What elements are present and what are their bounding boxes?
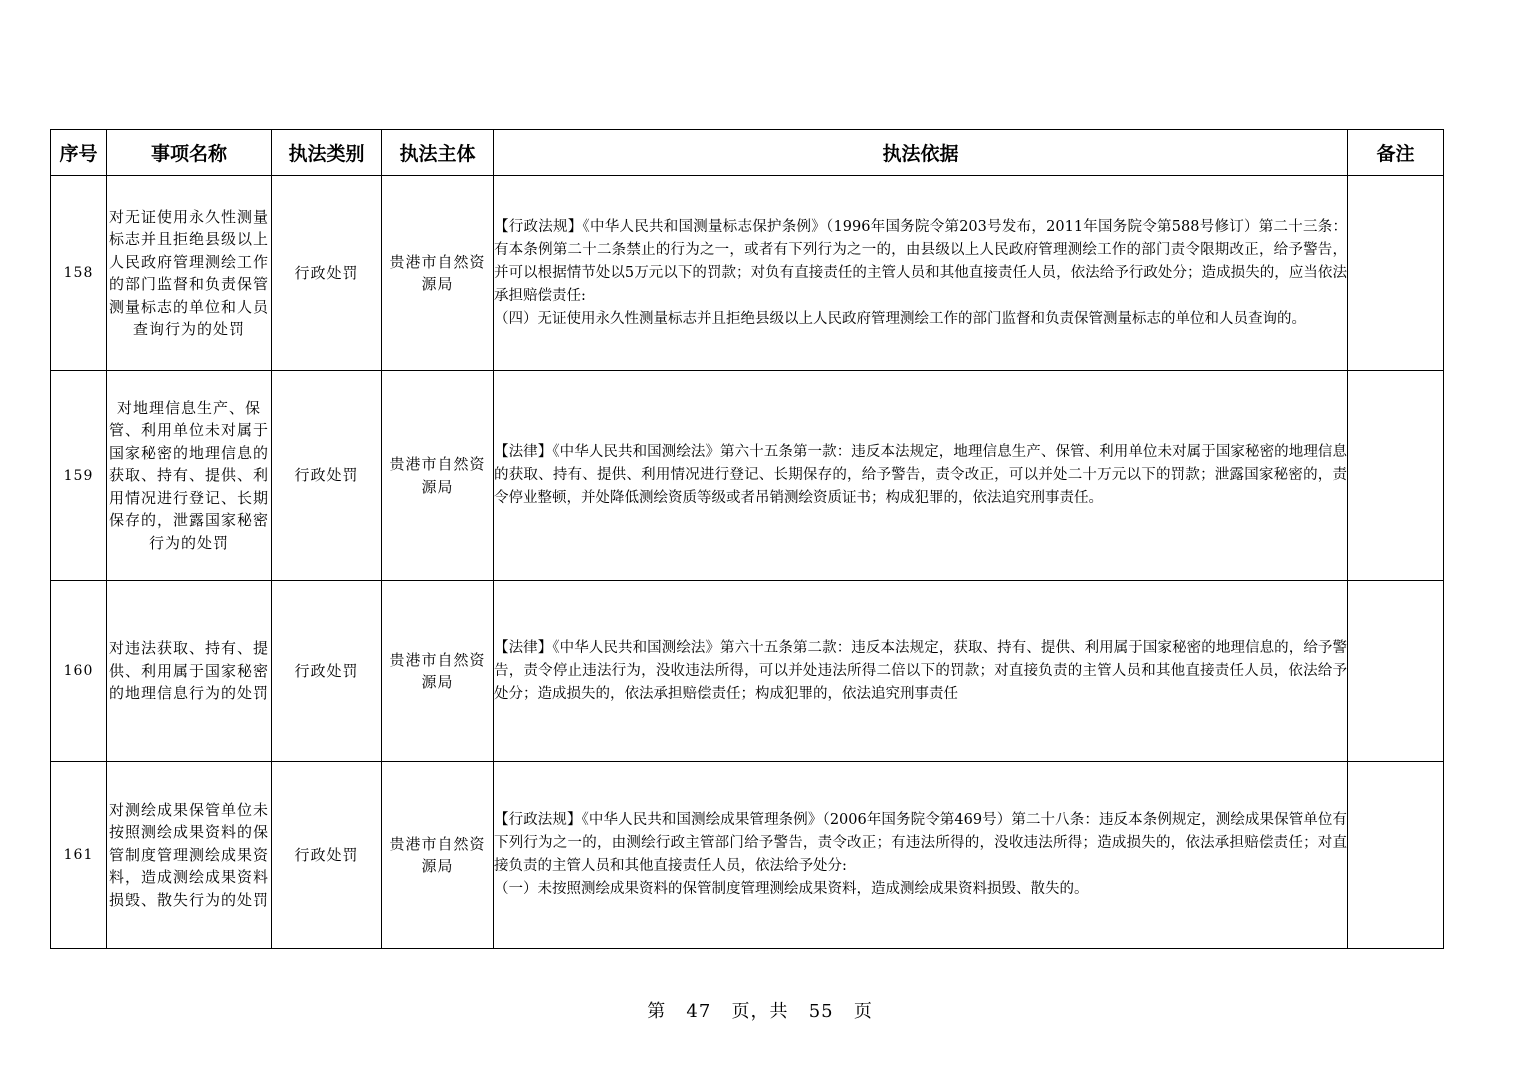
remarks-cell [1348, 371, 1444, 581]
footer-prefix: 第 [647, 1001, 667, 1022]
legal-basis-paragraph: 【行政法规】《中华人民共和国测绘成果管理条例》（2006年国务院令第469号）第二十八条：违反本条例规定，测绘成果保管单位有下列行为之一的，由测绘行政主管部门给予警告，责令改正；有违法所得的，没收违法所得；造成损失的，依法承担赔偿责任；对直接负责的主管人员和其他直接责任人员，依法给予处分: [494, 812, 1347, 874]
legal-basis-cell [494, 762, 1348, 949]
footer-suffix: 页 [853, 1001, 873, 1022]
enforcement-category-cell: 行政处罚 [272, 176, 382, 371]
legal-basis-cell [494, 581, 1348, 762]
item-name-cell: 对违法获取、持有、提供、利用属于国家秘密的地理信息行为的处罚 [107, 581, 272, 762]
legal-basis-paragraph: 【行政法规】《中华人民共和国测量标志保护条例》（1996年国务院令第203号发布，2011年国务院令第588号修订）第二十三条：有本条例第二十二条禁止的行为之一，或者有下列行为之一的，由县级以上人民政府管理测绘工作的部门责令限期改正，给予警告，并可以根据情节处以5万元以下的罚款；对负有直接责任的主管人员和其他直接责任人员，依法给予行政处分；造成损失的，应当依法承担赔偿责任: [494, 218, 1347, 304]
legal-basis-paragraph: 【法律】《中华人民共和国测绘法》第六十五条第一款：违反本法规定，地理信息生产、保管、利用单位未对属于国家秘密的地理信息的获取、持有、提供、利用情况进行登记、长期保存的，给予警告，责令改正，可以并处二十万元以下的罚款；泄露国家秘密的，责令停业整顿，并处降低测绘资质等级或者吊销测绘资质证书；构成犯罪的，依法追究刑事责任。 [494, 444, 1347, 506]
table-row [51, 762, 1444, 949]
header-enforcement-category: 执法类别 [272, 130, 382, 176]
header-item-name: 事项名称 [107, 130, 272, 176]
legal-basis-cell [494, 176, 1348, 371]
enforcement-body-cell: 贵港市自然资源局 [382, 176, 494, 371]
header-legal-basis: 执法依据 [494, 130, 1348, 176]
enforcement-category-cell: 行政处罚 [272, 581, 382, 762]
enforcement-body-cell: 贵港市自然资源局 [382, 371, 494, 581]
current-page-number: 47 [686, 1001, 712, 1022]
enforcement-body-cell: 贵港市自然资源局 [382, 581, 494, 762]
header-serial-number: 序号 [51, 130, 107, 176]
legal-basis-paragraph: 【法律】《中华人民共和国测绘法》第六十五条第二款：违反本法规定，获取、持有、提供、利用属于国家秘密的地理信息的，给予警告，责令停止违法行为，没收违法所得，可以并处违法所得二倍以下的罚款；对直接负责的主管人员和其他直接责任人员，依法给予处分；造成损失的，依法承担赔偿责任；构成犯罪的，依法追究刑事责任 [494, 639, 1347, 702]
enforcement-body-cell: 贵港市自然资源局 [382, 762, 494, 949]
legal-basis-paragraph: （一）未按照测绘成果资料的保管制度管理测绘成果资料，造成测绘成果资料损毁、散失的。 [494, 881, 1089, 897]
table-header-row [51, 130, 1444, 176]
legal-basis-cell [494, 371, 1348, 581]
serial-number-cell: 159 [51, 371, 107, 581]
item-name-cell: 对测绘成果保管单位未按照测绘成果资料的保管制度管理测绘成果资料，造成测绘成果资料损毁、散失行为的处罚 [107, 762, 272, 949]
serial-number-cell: 158 [51, 176, 107, 371]
footer-middle: 页，共 [731, 1001, 789, 1022]
serial-number-cell: 160 [51, 581, 107, 762]
page-footer [0, 997, 1520, 1023]
remarks-cell [1348, 176, 1444, 371]
remarks-cell [1348, 762, 1444, 949]
enforcement-category-cell: 行政处罚 [272, 371, 382, 581]
legal-basis-paragraph: （四）无证使用永久性测量标志并且拒绝县级以上人民政府管理测绘工作的部门监督和负责保管测量标志的单位和人员查询的。 [494, 310, 1306, 327]
total-page-count: 55 [808, 1001, 834, 1022]
enforcement-category-cell: 行政处罚 [272, 762, 382, 949]
item-name-cell: 对无证使用永久性测量标志并且拒绝县级以上人民政府管理测绘工作的部门监督和负责保管测量标志的单位和人员查询行为的处罚 [107, 176, 272, 371]
remarks-cell [1348, 581, 1444, 762]
header-remarks: 备注 [1348, 130, 1444, 176]
table-row [51, 371, 1444, 581]
header-enforcement-body: 执法主体 [382, 130, 494, 176]
table-row [51, 581, 1444, 762]
enforcement-table [50, 129, 1444, 949]
table-row [51, 176, 1444, 371]
item-name-cell: 对地理信息生产、保管、利用单位未对属于国家秘密的地理信息的获取、持有、提供、利用情况进行登记、长期保存的，泄露国家秘密行为的处罚 [107, 371, 272, 581]
serial-number-cell: 161 [51, 762, 107, 949]
